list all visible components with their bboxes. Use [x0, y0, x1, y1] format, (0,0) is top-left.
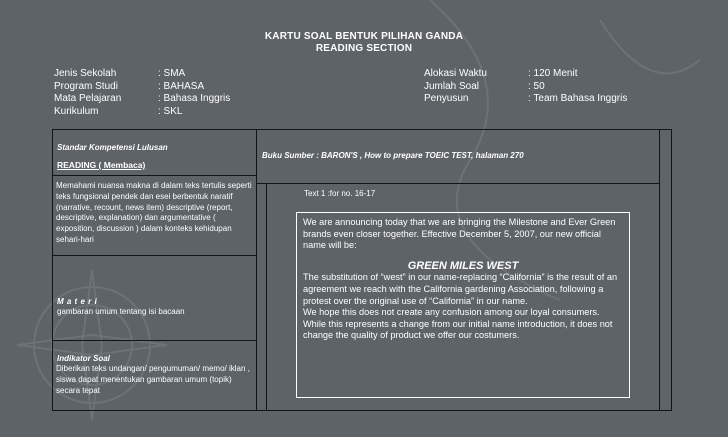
text-reference: Text 1 :for no. 16-17 — [304, 189, 376, 198]
info-label: Kurikulum — [54, 105, 99, 117]
closing-paragraph: We hope this does not create any confusion among our loyal consumers. While this represents a change from our initial name introduction, it does not change the quality of product we offer our costumers. — [303, 307, 613, 341]
info-value: : SKL — [158, 105, 183, 117]
skl-heading: Standar Kompetensi Lulusan — [57, 143, 168, 152]
info-value: : Bahasa Inggris — [158, 93, 231, 104]
section-title: READING SECTION — [315, 43, 413, 54]
info-label: Jumlah Soal — [424, 80, 480, 92]
info-value: : BAHASA — [158, 80, 205, 92]
reading-competency-text: Memahami nuansa makna di dalam teks tertulis seperti teks fungsional pendek dan esei berbentuk naratif (narrative, recount, news item) descriptive (report, descriptive, explanation) dan argumentative ( exposition, discussion ) dalam konteks kehidupan sehari-hari — [56, 181, 252, 244]
name-underline: __________________ — [417, 251, 509, 260]
info-label: Jenis Sekolah — [54, 68, 117, 79]
reading-heading: READING ( Membaca) — [57, 160, 146, 170]
materi-heading: M a t e r i — [57, 297, 98, 306]
reading-text-box — [296, 212, 630, 398]
source-book: Buku Sumber : BARON'S , How to prepare TOEIC TEST, halaman 270 — [262, 151, 524, 160]
substitution-paragraph: The substitution of “west” in our name-replacing “California” is the result of an agreement we reach with the California gardening Association, following a protest over the original use of “California” in our name. — [303, 272, 618, 306]
materi-text: gambaran umum tentang isi bacaan — [57, 307, 185, 316]
info-label: Mata Pelajaran — [54, 93, 122, 104]
info-value: : 50 — [528, 80, 545, 92]
indikator-text: Diberikan teks undangan/ pengumuman/ memo/ iklan , siswa dapat menentukan gambaran umum (topik) secara tepat — [56, 364, 250, 395]
new-name-headline: GREEN MILES WEST — [407, 259, 519, 272]
announcement-paragraph: We are announcing today that we are bringing the Milestone and Ever Green brands even closer together. Effective December 5, 2007, our new official name will be: — [303, 217, 616, 251]
info-right-labels — [424, 68, 487, 106]
info-value: : 120 Menit — [528, 68, 578, 79]
info-label: Alokasi Waktu — [424, 68, 487, 79]
info-label: Penyusun — [424, 93, 469, 104]
info-right-values — [528, 68, 627, 106]
info-left-labels — [54, 68, 121, 118]
info-label: Program Studi — [54, 80, 118, 92]
info-left-values — [158, 68, 230, 118]
card-title: KARTU SOAL BENTUK PILIHAN GANDA — [264, 31, 464, 42]
info-value: : SMA — [158, 68, 186, 79]
info-value: : Team Bahasa Inggris — [528, 93, 628, 104]
indikator-heading: Indikator Soal — [57, 354, 110, 363]
